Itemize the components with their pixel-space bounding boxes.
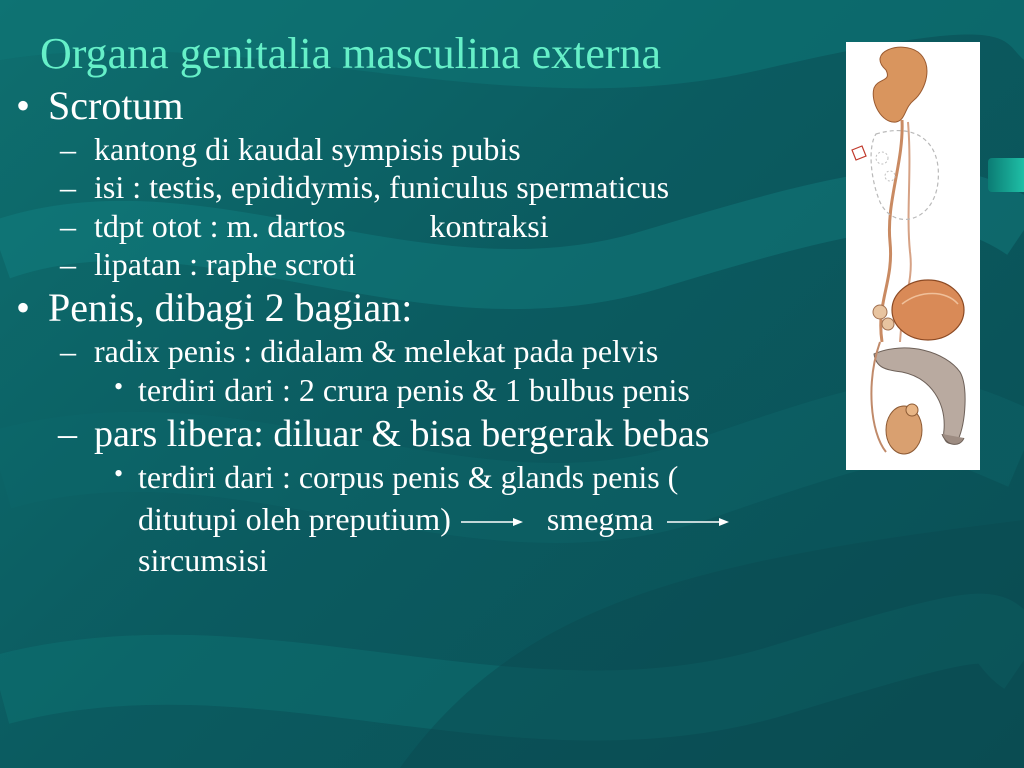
sub-item <box>12 332 842 370</box>
bullet-dot-icon: • <box>16 284 31 330</box>
right-arrow-icon <box>461 515 525 529</box>
bullet-list <box>12 82 842 582</box>
right-arrow-icon <box>667 515 731 529</box>
bullet-dot-icon: • <box>114 459 124 489</box>
bullet-dot-icon: • <box>16 83 31 128</box>
bullet-label: Penis, dibagi 2 bagian: <box>48 284 413 330</box>
sub-item-text: radix penis : didalam & melekat pada pelvis <box>94 332 659 369</box>
sub-item-text: lipatan : raphe scroti <box>94 246 357 283</box>
decorative-tab <box>988 158 1024 192</box>
sub-item-text: tdpt otot : m. dartos <box>94 207 346 244</box>
page-title: Organa genitalia masculina externa <box>40 29 662 78</box>
anatomy-drawing <box>846 42 980 470</box>
en-dash-icon: – <box>60 169 76 206</box>
sub-item-extra: kontraksi <box>429 207 549 244</box>
en-dash-icon: – <box>60 131 76 167</box>
sub-sub-item <box>12 370 842 412</box>
en-dash-icon: – <box>58 412 77 455</box>
sub-sub-item-text: terdiri dari : 2 crura penis & 1 bulbus penis <box>138 371 690 408</box>
en-dash-icon: – <box>60 332 76 369</box>
bullet-penis <box>12 284 842 332</box>
bullet-label: Scrotum <box>48 83 184 128</box>
sub-sub-item <box>12 457 842 582</box>
bullet-scrotum <box>12 82 842 130</box>
sub-item-text: kantong di kaudal sympisis pubis <box>94 131 521 167</box>
sub-item <box>12 412 842 458</box>
sub-sub-item-text: sircumsisi <box>138 542 268 579</box>
anatomy-illustration <box>846 42 980 470</box>
sub-sub-item-text: ditutupi oleh preputium) <box>138 500 451 537</box>
sub-item <box>12 245 842 283</box>
sub-item-text: isi : testis, epididymis, funiculus spermaticus <box>94 169 670 206</box>
sub-item-text: pars libera: diluar & bisa bergerak bebas <box>94 412 710 455</box>
sub-sub-item-text: terdiri dari : corpus penis & glands penis ( <box>138 459 679 496</box>
sub-item <box>12 207 842 245</box>
sub-item <box>12 168 842 206</box>
sub-sub-item-text: smegma <box>546 500 654 537</box>
bullet-dot-icon: • <box>114 371 124 401</box>
sub-item <box>12 130 842 168</box>
en-dash-icon: – <box>60 207 76 244</box>
en-dash-icon: – <box>60 246 76 283</box>
